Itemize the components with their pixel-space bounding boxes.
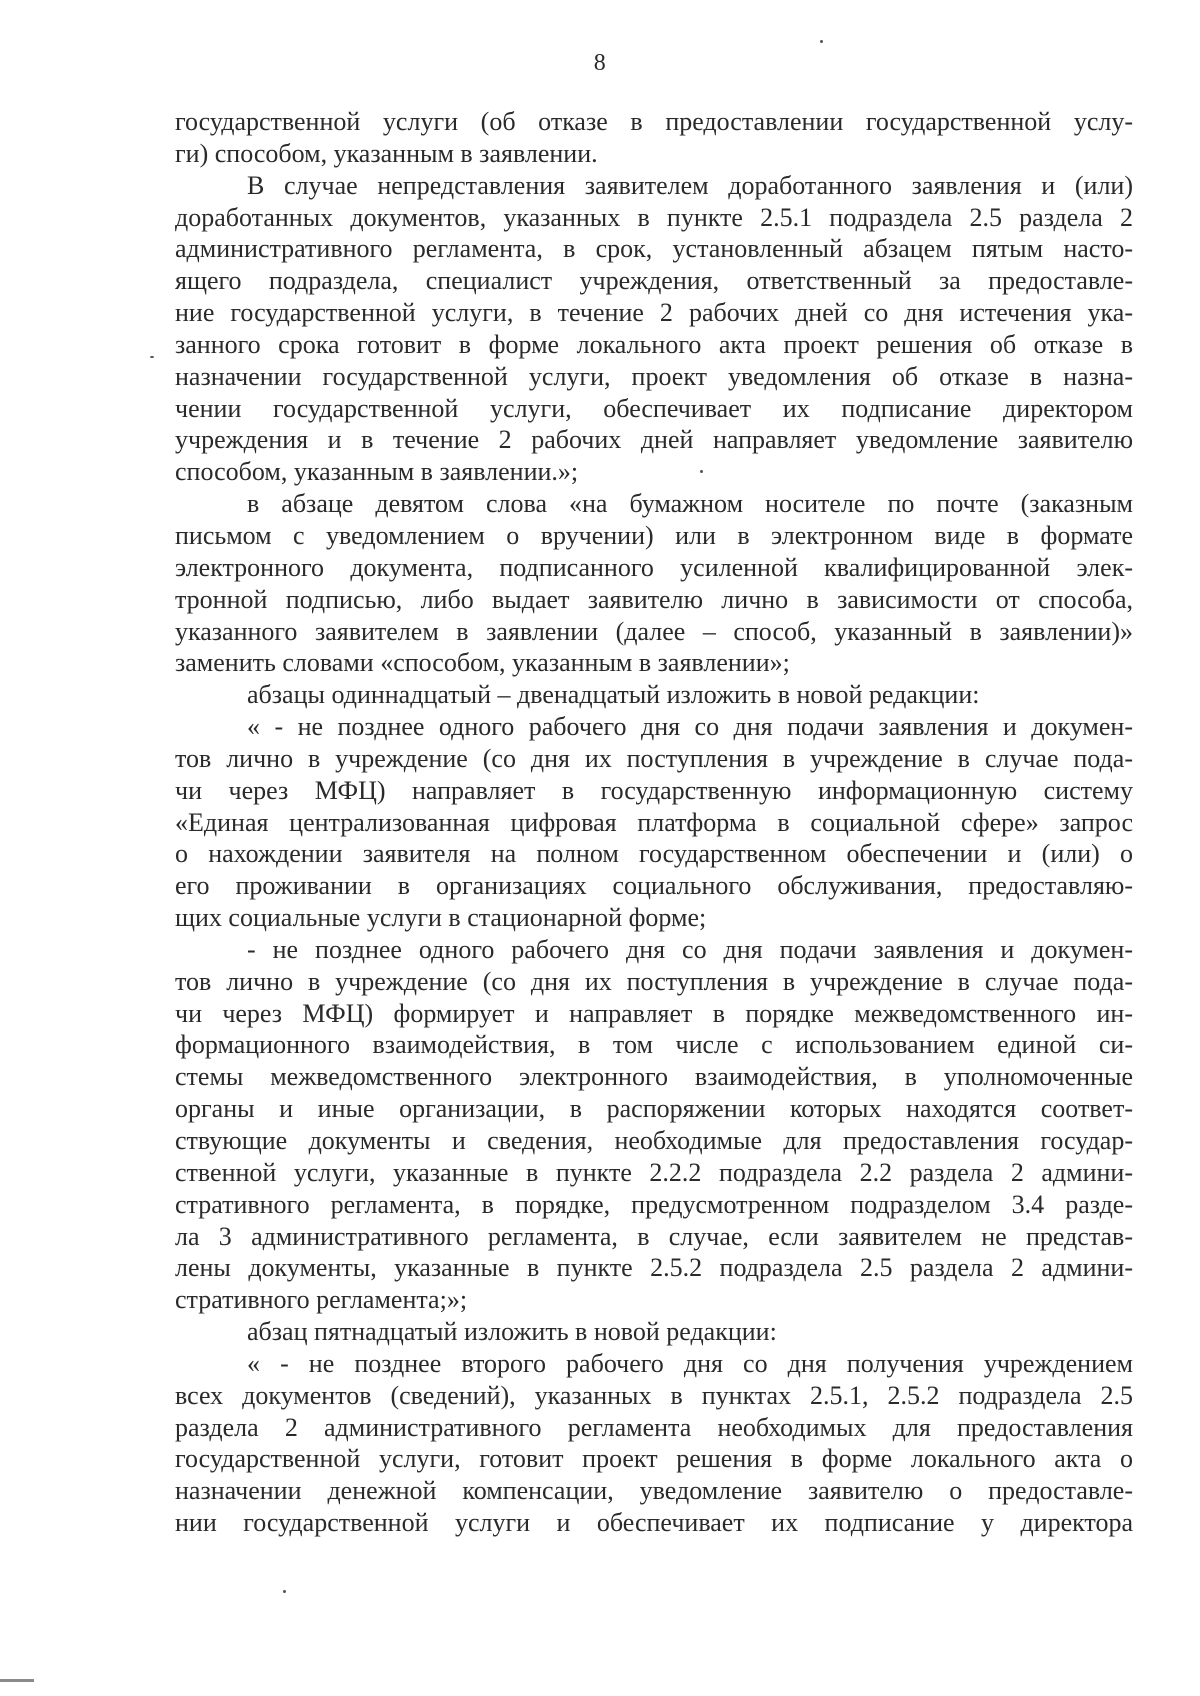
text-line: ла 3 административного регламента, в случае, если заявителем не представ- (175, 1221, 1133, 1251)
scan-speck (700, 470, 703, 473)
text-line: стративного регламента, в порядке, предусмотренном подразделом 3.4 разде- (175, 1189, 1133, 1219)
text-line: его проживании в организациях социального обслуживания, предоставляю- (175, 871, 1133, 901)
text-line: всех документов (сведений), указанных в пунктах 2.5.1, 2.5.2 подраздела 2.5 (175, 1380, 1133, 1410)
text-line: ги) способом, указанным в заявлении. (175, 138, 598, 168)
text-line: назначении государственной услуги, проект уведомления об отказе в назна- (175, 361, 1133, 391)
text-line: в абзаце девятом слова «на бумажном носителе по почте (заказным (247, 489, 1133, 519)
text-line: нии государственной услуги и обеспечивает их подписание у директора (175, 1508, 1133, 1538)
text-line: щих социальные услуги в стационарной форме; (175, 903, 707, 933)
text-line: стемы межведомственного электронного взаимодействия, в уполномоченные (175, 1062, 1133, 1092)
text-line: способом, указанным в заявлении.»; (175, 457, 579, 487)
text-line: лены документы, указанные в пункте 2.5.2 подраздела 2.5 раздела 2 админи- (175, 1253, 1133, 1283)
text-line: «Единая централизованная цифровая платформа в социальной сфере» запрос (175, 807, 1133, 837)
text-line: абзац пятнадцатый изложить в новой редакции: (247, 1317, 777, 1347)
text-line: раздела 2 административного регламента необходимых для предоставления (175, 1412, 1133, 1442)
text-line: органы и иные организации, в распоряжении которых находятся соответ- (175, 1094, 1133, 1124)
text-line: « - не позднее одного рабочего дня со дня подачи заявления и докумен- (247, 712, 1133, 742)
text-line: В случае непредставления заявителем доработанного заявления и (или) (247, 170, 1133, 200)
text-line: ящего подраздела, специалист учреждения, ответственный за предоставле- (175, 266, 1133, 296)
text-line: чи через МФЦ) направляет в государственную информационную систему (175, 775, 1133, 805)
text-line: тов лично в учреждение (со дня их поступления в учреждение в случае пода- (175, 966, 1133, 996)
document-body (175, 106, 1133, 1539)
text-line: тронной подписью, либо выдает заявителю лично в зависимости от способа, (175, 584, 1133, 614)
text-line: ственной услуги, указанные в пункте 2.2.2 подраздела 2.2 раздела 2 админи- (175, 1157, 1133, 1187)
scan-speck (820, 40, 823, 43)
text-line: - не позднее одного рабочего дня со дня подачи заявления и докумен- (247, 934, 1133, 964)
text-line: административного регламента, в срок, установленный абзацем пятым насто- (175, 234, 1133, 264)
scan-speck (150, 356, 154, 358)
text-line: ствующие документы и сведения, необходимые для предоставления государ- (175, 1126, 1133, 1155)
page-number: 8 (593, 50, 607, 76)
text-line: указанного заявителем в заявлении (далее – способ, указанный в заявлении)» (175, 616, 1133, 646)
text-line: абзацы одиннадцатый – двенадцатый изложить в новой редакции: (247, 680, 980, 710)
text-line: о нахождении заявителя на полном государственном обеспечении и (или) о (175, 839, 1133, 869)
text-line: государственной услуги (об отказе в предоставлении государственной услу- (175, 107, 1133, 136)
text-line: письмом с уведомлением о вручении) или в электронном виде в формате (175, 520, 1133, 550)
text-line: чи через МФЦ) формирует и направляет в порядке межведомственного ин- (175, 998, 1133, 1028)
text-line: назначении денежной компенсации, уведомление заявителю о предоставле- (175, 1476, 1133, 1506)
text-line: стративного регламента;»; (175, 1285, 468, 1315)
scan-edge-mark (0, 1679, 34, 1682)
text-line: чении государственной услуги, обеспечивает их подписание директором (175, 393, 1133, 423)
text-line: « - не позднее второго рабочего дня со дня получения учреждением (247, 1348, 1133, 1378)
scan-speck (283, 1590, 286, 1593)
text-line: ние государственной услуги, в течение 2 рабочих дней со дня истечения ука- (175, 298, 1133, 328)
text-line: заменить словами «способом, указанным в заявлении»; (175, 648, 790, 678)
text-line: тов лично в учреждение (со дня их поступления в учреждение в случае пода- (175, 743, 1133, 773)
text-line: электронного документа, подписанного усиленной квалифицированной элек- (175, 552, 1133, 582)
text-line: доработанных документов, указанных в пункте 2.5.1 подраздела 2.5 раздела 2 (175, 202, 1133, 232)
text-line: формационного взаимодействия, в том числе с использованием единой си- (175, 1030, 1133, 1060)
text-line: государственной услуги, готовит проект решения в форме локального акта о (175, 1444, 1133, 1474)
text-line: учреждения и в течение 2 рабочих дней направляет уведомление заявителю (175, 425, 1133, 455)
text-line: занного срока готовит в форме локального акта проект решения об отказе в (175, 329, 1133, 359)
